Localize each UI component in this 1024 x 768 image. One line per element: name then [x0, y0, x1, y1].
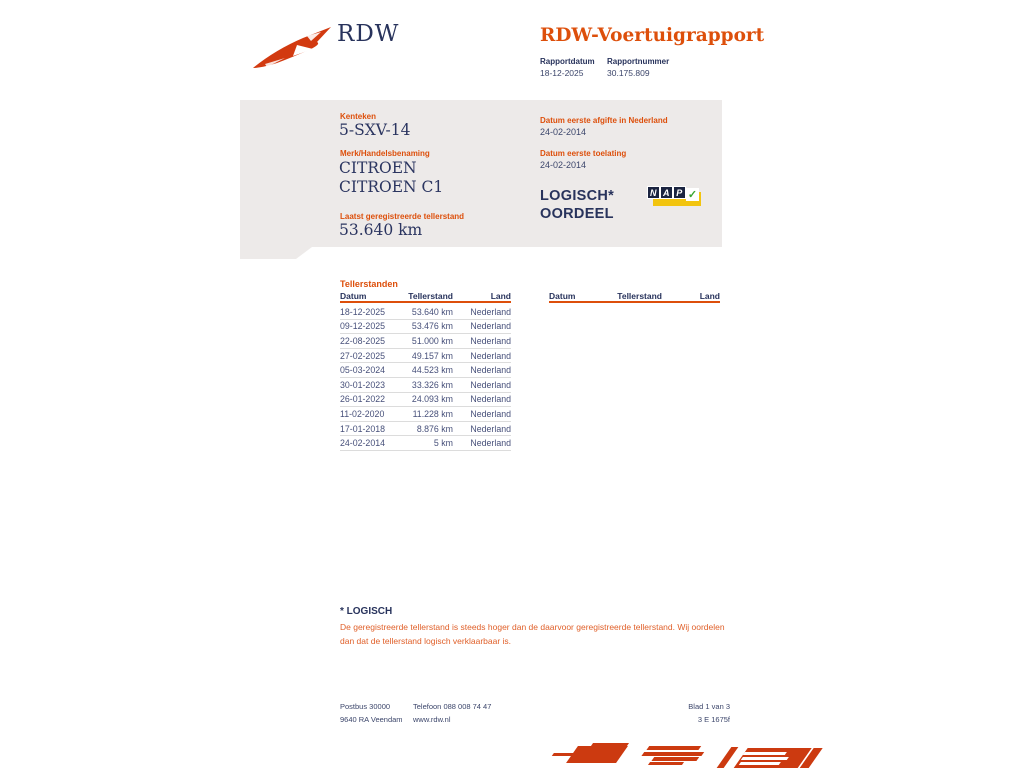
table-cell-land: Nederland — [470, 394, 511, 405]
page-title: RDW-Voertuigrapport — [540, 25, 765, 46]
table-cell-datum: 17-01-2018 — [340, 423, 385, 434]
table-row — [340, 334, 511, 349]
table-row — [340, 378, 511, 393]
afgifte-value: 24-02-2014 — [540, 127, 587, 137]
toelating-value: 24-02-2014 — [540, 160, 587, 170]
table-header-row — [340, 291, 511, 301]
col-header-land: Land — [490, 291, 511, 301]
merk-value: CITROEN CITROEN C1 — [339, 159, 444, 196]
table-row — [340, 436, 511, 451]
col-header-land: Land — [699, 291, 720, 301]
table-cell-datum: 30-01-2023 — [340, 379, 385, 390]
table-cell-datum: 05-03-2024 — [340, 365, 385, 376]
toelating-label: Datum eerste toelating — [540, 149, 627, 158]
report-date-label: Rapportdatum — [540, 57, 595, 66]
col-header-datum: Datum — [340, 291, 367, 301]
table-cell-tellerstand: 5 km — [433, 438, 453, 449]
table-cell-tellerstand: 8.876 km — [416, 423, 453, 434]
oordeel-badge — [540, 188, 614, 223]
table-row — [340, 422, 511, 437]
table-cell-land: Nederland — [470, 438, 511, 449]
table-cell-datum: 22-08-2025 — [340, 335, 385, 346]
afgifte-label: Datum eerste afgifte in Nederland — [540, 116, 668, 125]
footer-phone: Telefoon 088 008 74 47 — [413, 702, 492, 711]
table2-header-rule — [549, 301, 720, 303]
footer-website[interactable]: www.rdw.nl — [413, 715, 451, 724]
table-cell-tellerstand: 51.000 km — [411, 335, 453, 346]
oordeel-line1: LOGISCH* — [540, 188, 615, 204]
footer-address-line2: 9640 RA Veendam — [340, 715, 403, 724]
table-row — [340, 320, 511, 335]
table-row — [340, 349, 511, 364]
report-number-label: Rapportnummer — [607, 57, 670, 66]
tellerstand-label: Laatst geregistreerde tellerstand — [340, 212, 465, 221]
col-header-tellerstand: Tellerstand — [408, 291, 453, 301]
oordeel-line2: OORDEEL — [540, 205, 614, 222]
table-cell-tellerstand: 44.523 km — [411, 365, 453, 376]
table-cell-land: Nederland — [470, 306, 511, 317]
kenteken-label: Kenteken — [340, 112, 377, 121]
speed-stripes-graphic — [548, 740, 808, 768]
table-cell-tellerstand: 11.228 km — [412, 408, 453, 419]
table-row — [340, 363, 511, 378]
col-header-tellerstand: Tellerstand — [617, 291, 662, 301]
col-header-datum: Datum — [549, 291, 576, 301]
rdw-logo-icon — [251, 24, 333, 74]
footer-address-line1: Postbus 30000 — [340, 702, 391, 711]
table-cell-datum: 26-01-2022 — [340, 394, 385, 405]
table-cell-datum: 09-12-2025 — [340, 321, 385, 332]
report-number-value: 30.175.809 — [607, 68, 650, 78]
table-cell-land: Nederland — [470, 379, 511, 390]
rdw-logo-text: RDW — [337, 21, 400, 47]
nap-check-icon: ✓ — [687, 189, 698, 201]
table-cell-tellerstand: 53.640 km — [411, 306, 453, 317]
nap-letter-p: P — [673, 186, 686, 199]
table-cell-tellerstand: 24.093 km — [411, 394, 453, 405]
table-row — [340, 407, 511, 422]
table-cell-datum: 18-12-2025 — [340, 306, 385, 317]
nap-logo — [647, 185, 701, 208]
table-cell-tellerstand: 49.157 km — [411, 350, 453, 361]
table-cell-land: Nederland — [470, 350, 511, 361]
report-date-value: 18-12-2025 — [540, 68, 584, 78]
kenteken-value: 5-SXV-14 — [339, 121, 411, 139]
table-cell-tellerstand: 53.476 km — [411, 321, 453, 332]
table-cell-land: Nederland — [470, 335, 511, 346]
table-cell-land: Nederland — [470, 423, 511, 434]
nap-letter-a: A — [660, 186, 673, 199]
nap-letter-n: N — [647, 186, 660, 199]
table-body — [340, 305, 511, 451]
table-title: Tellerstanden — [340, 279, 398, 289]
footnote-title: * LOGISCH — [340, 606, 393, 617]
footer-form-code: 3 E 1675f — [697, 715, 730, 724]
table-cell-datum: 27-02-2025 — [340, 350, 385, 361]
table-header-rule — [340, 301, 511, 303]
footnote-text: De geregistreerde tellerstand is steeds hoger dan de daarvoor geregistreerde tellerstand. Wij oordelen dan dat de tellerstand logisch verklaarbaar is. — [340, 622, 725, 646]
table-row — [340, 393, 511, 408]
table2-header-row — [549, 291, 720, 301]
vehicle-summary-box-tab — [240, 247, 312, 259]
footer-page-number: Blad 1 van 3 — [688, 702, 730, 711]
table-cell-datum: 24-02-2014 — [340, 438, 385, 449]
table-cell-tellerstand: 33.326 km — [411, 379, 453, 390]
table-cell-land: Nederland — [470, 408, 511, 419]
table-cell-datum: 11-02-2020 — [340, 408, 385, 419]
merk-label: Merk/Handelsbenaming — [340, 149, 430, 158]
tellerstand-value: 53.640 km — [339, 221, 423, 239]
table-cell-land: Nederland — [470, 365, 511, 376]
table-row — [340, 305, 511, 320]
table-cell-land: Nederland — [470, 321, 511, 332]
